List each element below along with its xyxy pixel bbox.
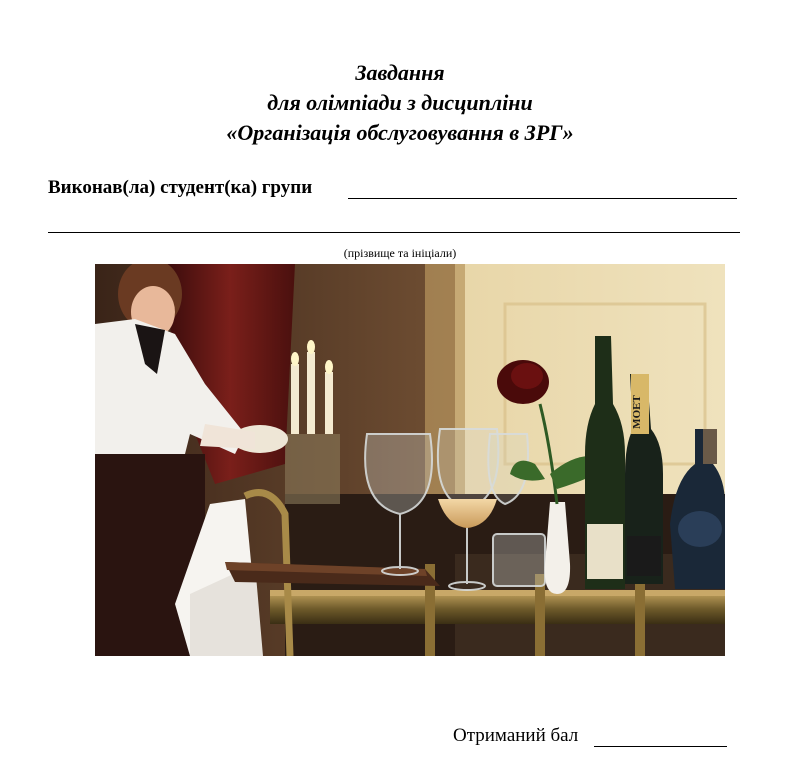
restaurant-service-photo: [95, 264, 725, 656]
name-caption: (прізвище та ініціали): [343, 246, 457, 260]
student-group-label: Виконав(ла) студент(ка) групи: [48, 177, 313, 198]
title-line-2: для олімпіади з дисципліни: [267, 90, 533, 115]
title-line-3: «Організація обслуговування в ЗРГ»: [226, 120, 574, 145]
score-input-line[interactable]: [594, 746, 727, 747]
group-input-line[interactable]: [348, 198, 737, 199]
title-line-1: Завдання: [355, 60, 445, 85]
name-input-line[interactable]: [48, 232, 740, 233]
score-label: Отриманий бал: [453, 725, 579, 746]
bottle-label-text: MOET: [631, 395, 643, 429]
